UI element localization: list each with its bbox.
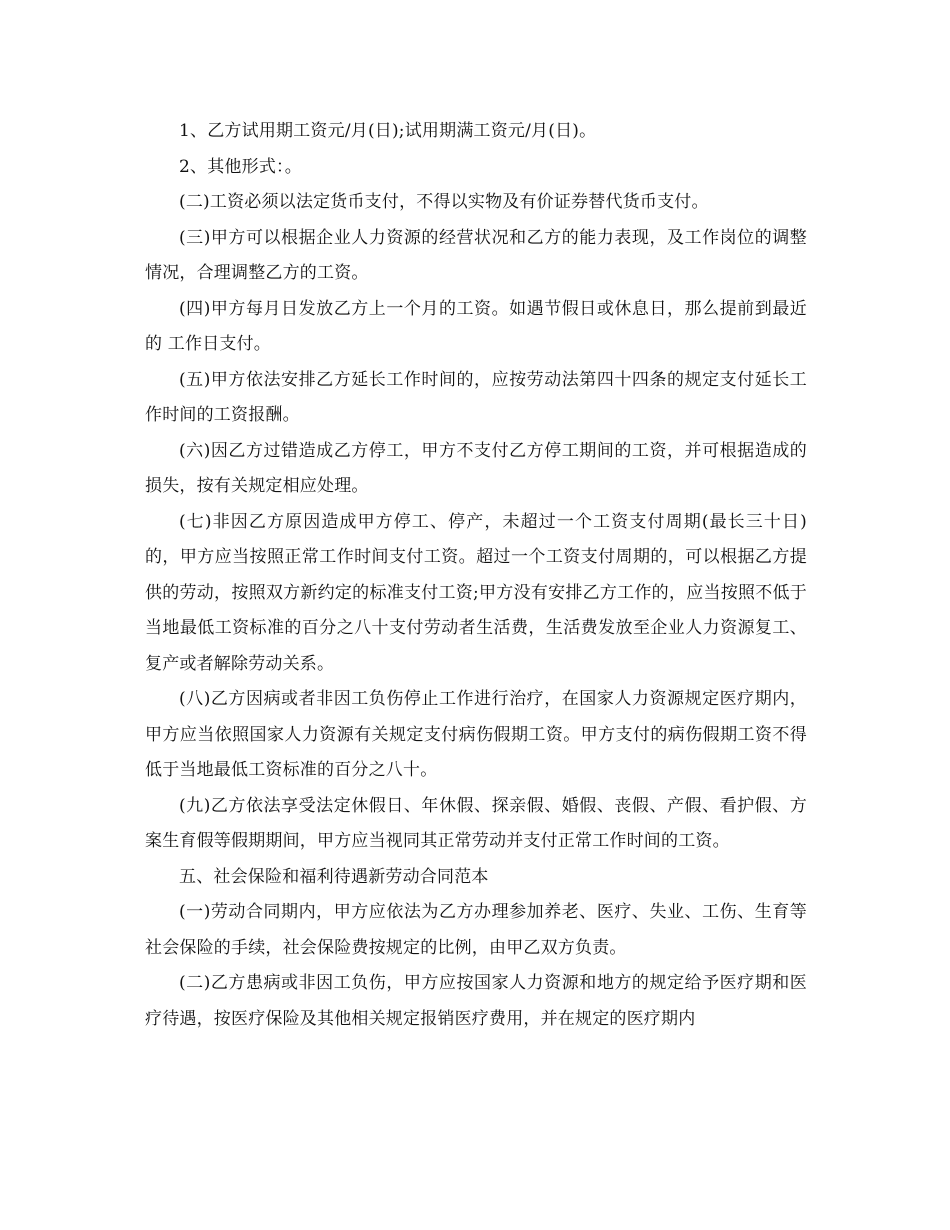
paragraph-overtime-pay: (五)甲方依法安排乙方延长工作时间的，应按劳动法第四十四条的规定支付延长工作时间的工资报酬。	[145, 369, 807, 425]
paragraph-other-forms: 2、其他形式：。	[179, 156, 302, 177]
paragraph-legal-tender: (二)工资必须以法定货币支付，不得以实物及有价证券替代货币支付。	[179, 192, 709, 212]
section-heading-social-insurance: 五、社会保险和福利待遇新劳动合同范本	[179, 866, 489, 887]
paragraph-medical-treatment: (二)乙方患病或非因工负伤，甲方应按国家人力资源和地方的规定给予医疗期和医疗待遇，按医疗保险及其他相关规定报销医疗费用，并在规定的医疗期内	[145, 973, 807, 1029]
paragraph-payday: (四)甲方每月日发放乙方上一个月的工资。如遇节假日或休息日，那么提前到最近的 工作日支付。	[145, 298, 807, 354]
paragraph-trial-wage: 1、乙方试用期工资元/月(日);试用期满工资元/月(日)。	[179, 121, 597, 141]
paragraph-fault-stoppage: (六)因乙方过错造成乙方停工，甲方不支付乙方停工期间的工资，并可根据造成的损失，按有关规定相应处理。	[145, 440, 807, 496]
paragraph-statutory-holidays: (九)乙方依法享受法定休假日、年休假、探亲假、婚假、丧假、产假、看护假、方案生育假等假期期间，甲方应当视同其正常劳动并支付正常工作时间的工资。	[145, 795, 807, 851]
paragraph-wage-adjustment: (三)甲方可以根据企业人力资源的经营状况和乙方的能力表现，及工作岗位的调整情况，合理调整乙方的工资。	[145, 227, 807, 283]
paragraph-non-fault-stoppage: (七)非因乙方原因造成甲方停工、停产，未超过一个工资支付周期(最长三十日)的，甲方应当按照正常工作时间支付工资。超过一个工资支付周期的，可以根据乙方提供的劳动，按照双方新约定的标准支付工资;甲方没有安排乙方工作的，应当按照不低于当地最低工资标准的百分之八十支付劳动者生活费，生活费发放至企业人力资源复工、复产或者解除劳动关系。	[145, 511, 807, 674]
paragraph-sick-leave: (八)乙方因病或者非因工负伤停止工作进行治疗，在国家人力资源规定医疗期内，甲方应当依照国家人力资源有关规定支付病伤假期工资。甲方支付的病伤假期工资不得低于当地最低工资标准的百分之八十。	[145, 689, 807, 780]
paragraph-social-insurance: (一)劳动合同期内，甲方应依法为乙方办理参加养老、医疗、失业、工伤、生育等社会保险的手续，社会保险费按规定的比例，由甲乙双方负责。	[145, 902, 807, 958]
document-body	[145, 114, 807, 1037]
